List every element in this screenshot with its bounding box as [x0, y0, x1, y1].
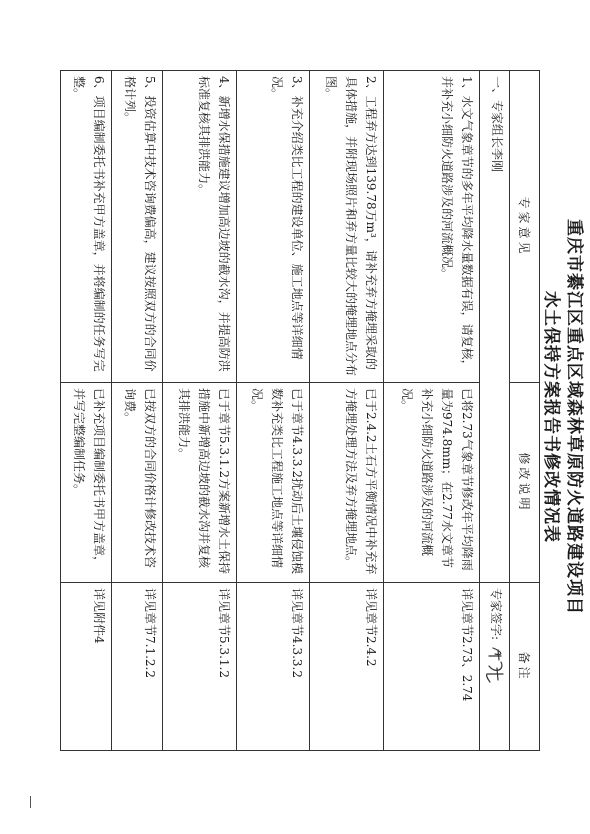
document-title: 重庆市綦江区重点区域森林草原防火道路建设项目: [564, 219, 584, 615]
header-expert-opinion: 专家意见: [510, 71, 540, 383]
expert-section-label: 一、专家组长李刚: [480, 71, 510, 583]
table-row: [162, 71, 236, 751]
handwritten-signature: [485, 644, 507, 688]
revision-cell: 已将2.73气象章节修改年平均降雨量为974.8mm；在2.77水文章节补充小细防火道路涉及的河流概况。: [383, 383, 479, 583]
revision-cell: 已于2.4.2土石方平衡情况中补充弃方掩埋处理方法及弃方掩埋地点。: [310, 383, 384, 583]
expert-section-row: [480, 71, 510, 751]
opinion-cell: 1、水文气象章节的多年平均降水量数据有误，请复核，并补充小细防火道路涉及的河流概况。: [383, 71, 479, 383]
remark-cell: 详见章节2.73、2.74: [383, 583, 479, 751]
remark-cell: 详见章节4.3.3.2: [236, 583, 310, 751]
signature-label: 专家签字:: [489, 588, 504, 641]
signature-cell: [480, 583, 510, 751]
table-row: [310, 71, 384, 751]
revision-table: [60, 70, 540, 751]
document-subtitle: 水土保持方案报告书修改情况表: [541, 291, 561, 543]
page-edge-mark: [30, 796, 31, 808]
table-row: [112, 71, 163, 751]
remark-cell: 详见附件4: [61, 583, 112, 751]
table-row: [383, 71, 479, 751]
remark-cell: 详见章节7.1.2.2: [112, 583, 163, 751]
opinion-cell: 6、项目编制委托书补充甲方盖章，并将编制的任务写完整。: [61, 71, 112, 383]
remark-cell: 详见章节2.4.2: [310, 583, 384, 751]
remark-cell: 详见章节5.3.1.2: [162, 583, 236, 751]
revision-cell: 已按双方的合同价格计修改技术咨询费。: [112, 383, 163, 583]
revision-cell: 已于章节5.3.1.2方案新增水土保持措施中新增高边坡的截水沟并复核其排洪能力。: [162, 383, 236, 583]
header-remark: 备注: [510, 583, 540, 751]
opinion-cell: 2、工程弃方达到139.78万m³，请补充弃方掩埋采取的具体措施，并附现场照片和弃方量比较大的掩埋地点分布图。: [310, 71, 384, 383]
revision-cell: 已补充项目编制委托书甲方盖章，并写完整编制任务。: [61, 383, 112, 583]
opinion-cell: 3、补充介绍类比工程的建设单位、施工地点等详细情况。: [236, 71, 310, 383]
opinion-cell: 4、新增水保措施建议增加高边坡的截水沟，并提高防洪标准复核其排洪能力。: [162, 71, 236, 383]
table-header-row: [510, 71, 540, 751]
header-revision-note: 修改说明: [510, 383, 540, 583]
opinion-cell: 5、投资估算中技术咨询费偏高，建议按照双方的合同价格计列。: [112, 71, 163, 383]
revision-cell: 已于章节4.3.3.2扰动后土壤侵蚀模数补充类比工程施工地点等详细情况。: [236, 383, 310, 583]
table-row: [61, 71, 112, 751]
table-row: [236, 71, 310, 751]
